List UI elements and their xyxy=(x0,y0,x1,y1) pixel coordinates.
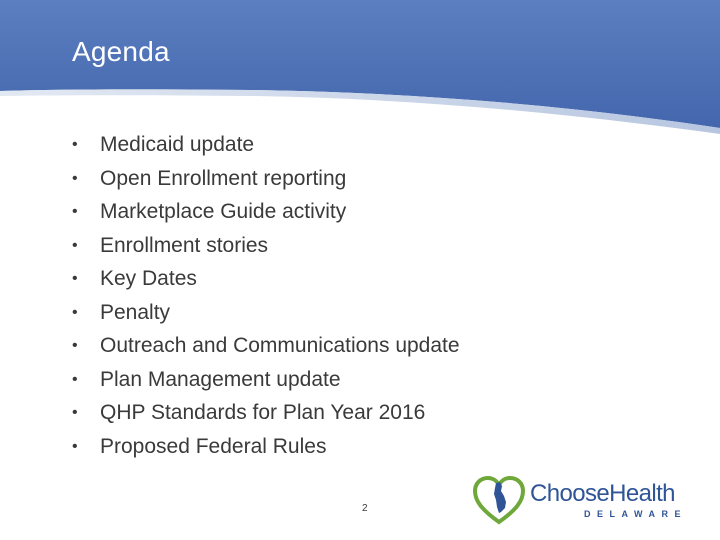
bullet-icon: • xyxy=(72,303,78,321)
logo-wordmark: ChooseHealth xyxy=(530,480,675,507)
agenda-item-label: Outreach and Communications update xyxy=(100,334,460,357)
page-number: 2 xyxy=(362,503,368,514)
agenda-item-label: Plan Management update xyxy=(100,367,341,391)
agenda-item-label: Proposed Federal Rules xyxy=(100,434,327,458)
bullet-icon: • xyxy=(72,437,78,455)
agenda-item-label: Penalty xyxy=(100,300,171,324)
bullet-icon: • xyxy=(72,370,78,388)
bullet-icon: • xyxy=(72,203,78,220)
bullet-icon: • xyxy=(72,136,78,153)
agenda-item-label: Key Dates xyxy=(100,267,197,290)
slide-title: Agenda xyxy=(72,36,170,67)
heart-delaware-icon xyxy=(472,474,526,526)
agenda-item-label: Enrollment stories xyxy=(100,233,269,257)
bullet-icon: • xyxy=(72,236,78,254)
bullet-icon: • xyxy=(72,270,78,287)
logo-subtitle: DELAWARE xyxy=(584,509,688,519)
choosehealth-logo xyxy=(472,474,702,526)
bullet-icon: • xyxy=(72,404,78,421)
bullet-icon: • xyxy=(72,169,78,187)
agenda-item-label: Marketplace Guide activity xyxy=(100,200,347,223)
agenda-item-label: Open Enrollment reporting xyxy=(100,166,347,190)
bullet-icon: • xyxy=(72,337,78,354)
agenda-item-label: QHP Standards for Plan Year 2016 xyxy=(100,401,426,424)
agenda-item-label: Medicaid update xyxy=(100,133,255,156)
